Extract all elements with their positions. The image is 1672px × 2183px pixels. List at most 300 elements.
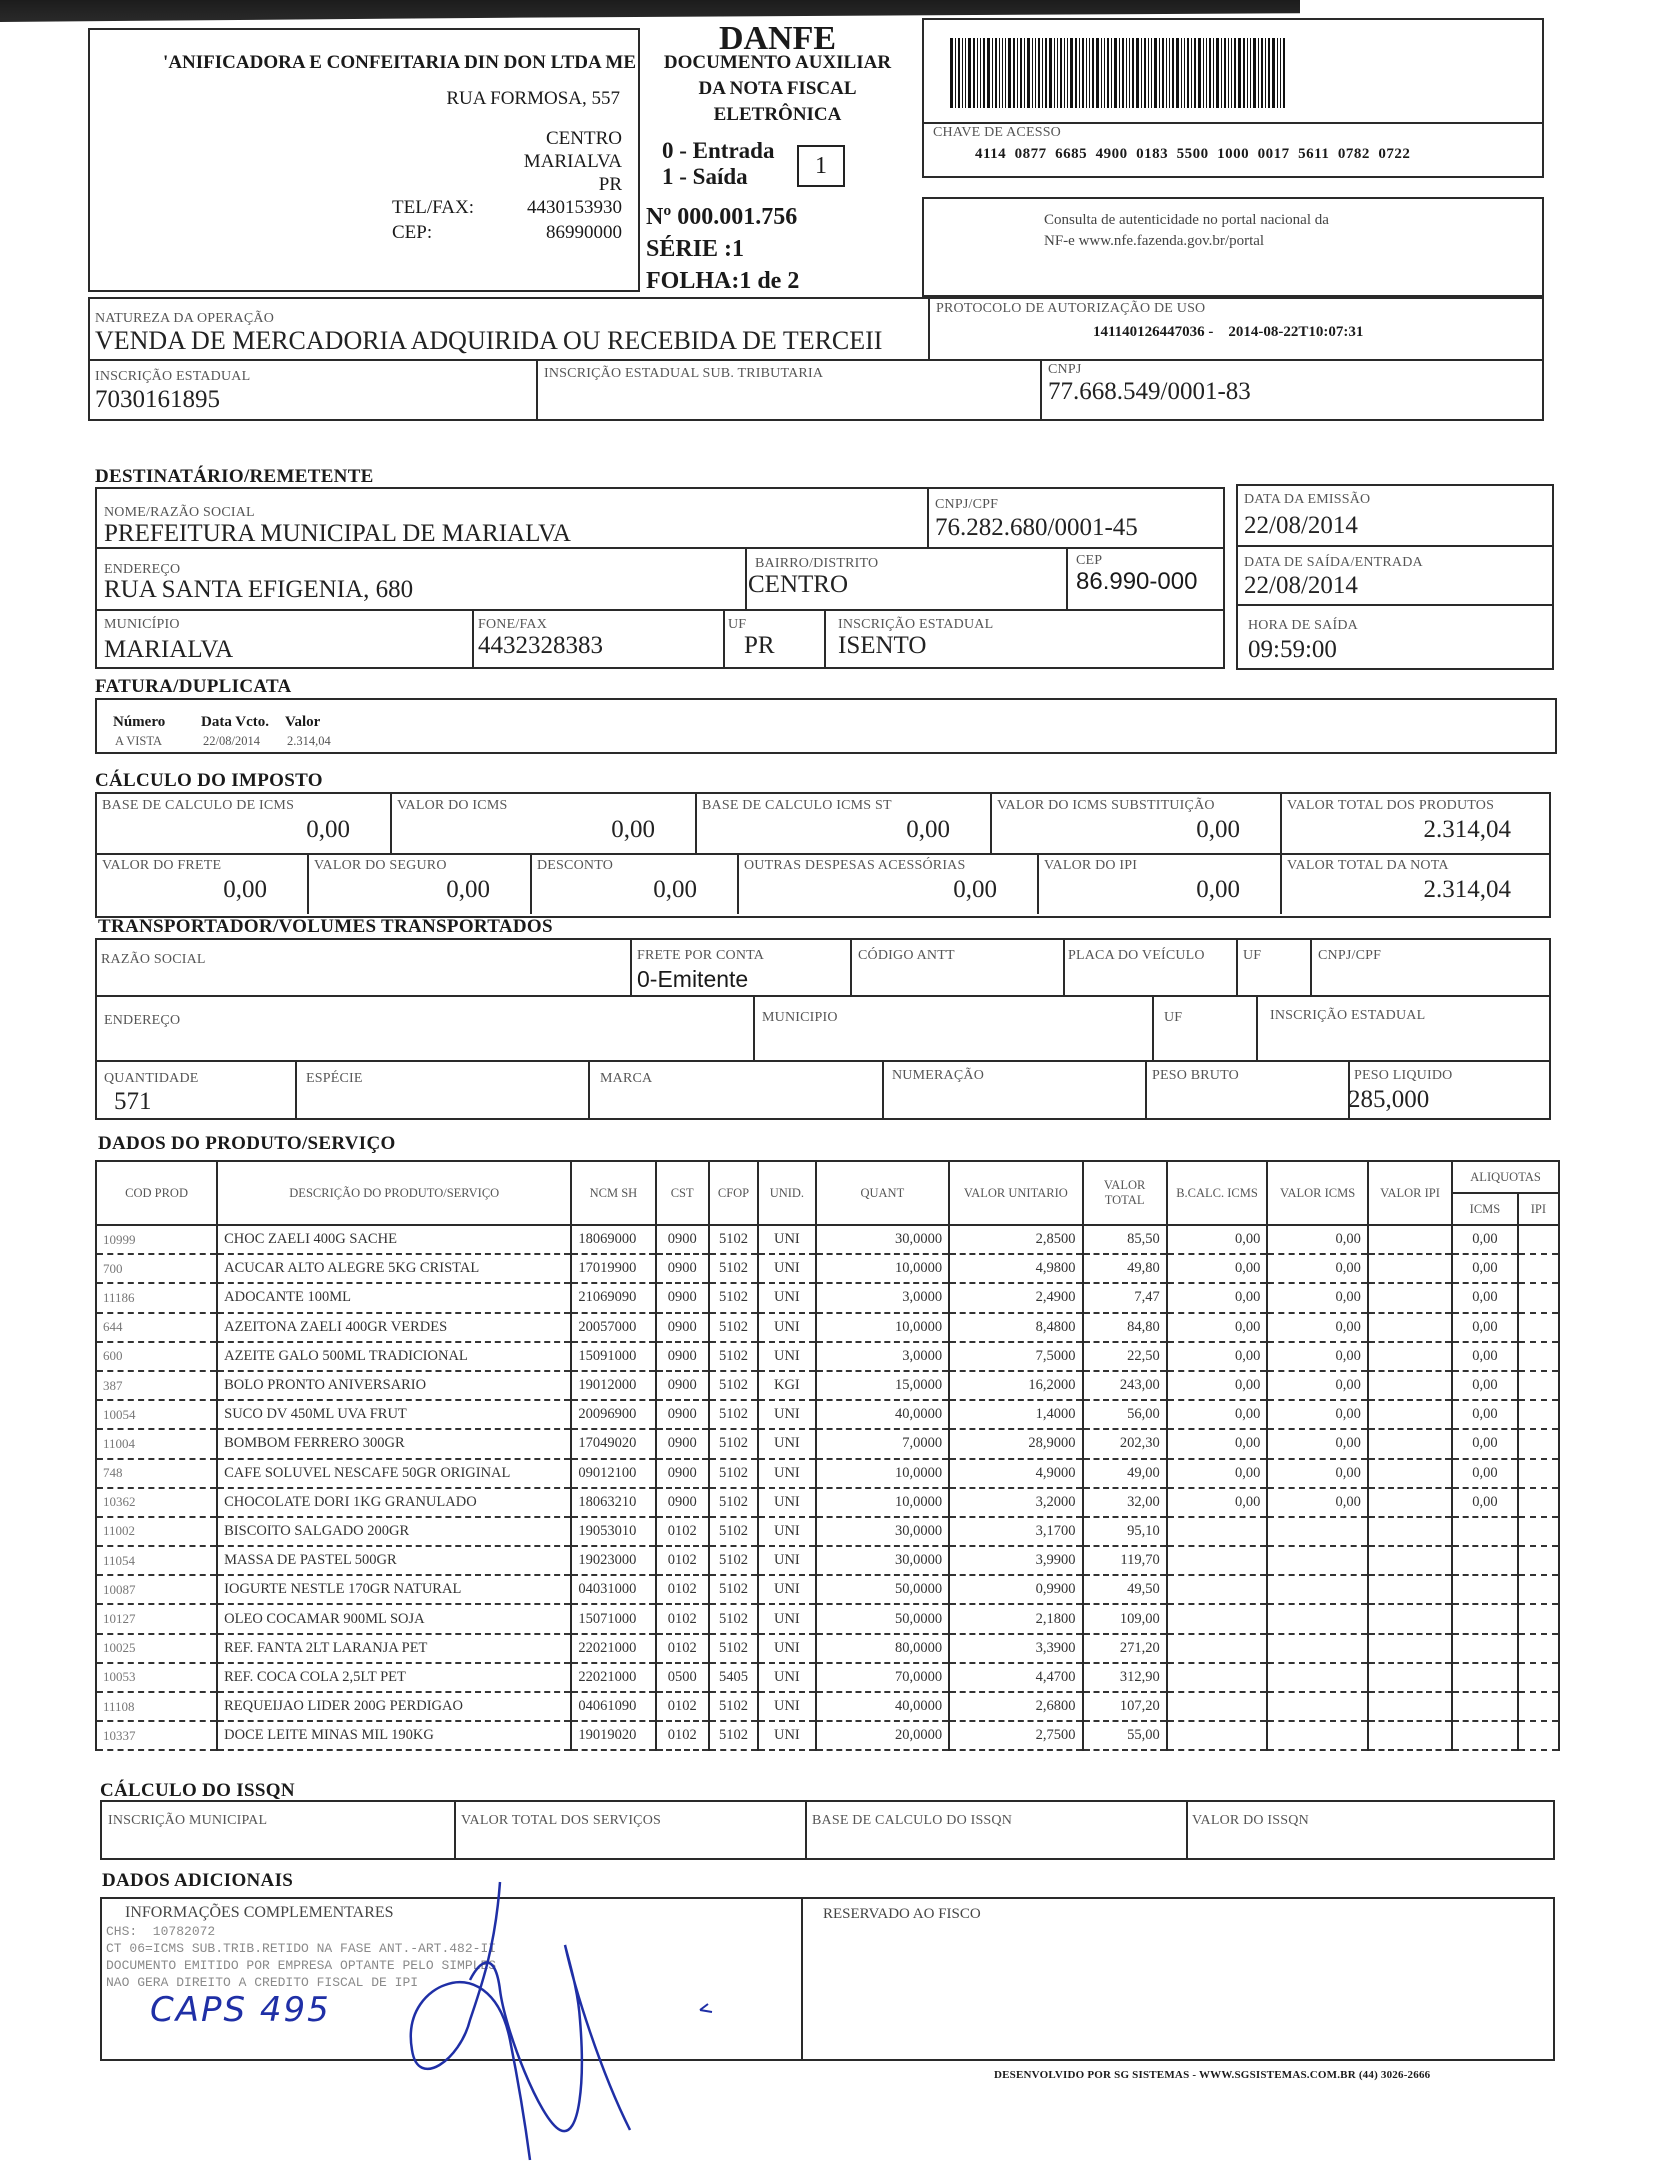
cell-aliq-ipi [1518, 1692, 1559, 1721]
cell-aliq-icms [1452, 1517, 1518, 1546]
col-aliq-icms: ICMS [1452, 1193, 1518, 1225]
cell-quant: 40,0000 [816, 1400, 949, 1429]
products-table [95, 1160, 1560, 1751]
cell-cfop: 5102 [709, 1517, 758, 1546]
transp-antt-label: CÓDIGO ANTT [858, 948, 955, 963]
divider [630, 938, 632, 995]
cell-aliq-icms [1452, 1546, 1518, 1575]
col-quant: QUANT [816, 1161, 949, 1225]
cell-vtotal: 32,00 [1083, 1488, 1167, 1517]
barcode-bar [1247, 38, 1248, 108]
cell-bcalc [1167, 1663, 1268, 1692]
cell-bcalc: 0,00 [1167, 1400, 1268, 1429]
cell-vunit: 3,9900 [949, 1546, 1082, 1575]
danfe-numero: Nº 000.001.756 [646, 204, 798, 230]
cell-aliq-icms: 0,00 [1452, 1254, 1518, 1283]
barcode-bar [1209, 38, 1211, 108]
cell-unid: KGI [758, 1371, 815, 1400]
barcode-bar [1191, 38, 1192, 108]
transp-marca-label: MARCA [600, 1071, 653, 1086]
barcode-bar [1206, 38, 1207, 108]
issqn-box [100, 1800, 1555, 1860]
cell-vunit: 1,4000 [949, 1400, 1082, 1429]
cell-cst: 0900 [656, 1488, 709, 1517]
cell-bcalc [1167, 1575, 1268, 1604]
barcode-bar [1027, 38, 1030, 108]
divider [95, 609, 1225, 611]
barcode-bar [1238, 38, 1241, 108]
divider [927, 487, 929, 547]
divider [95, 995, 1551, 997]
cell-vipi [1368, 1459, 1452, 1488]
col-bcalc: B.CALC. ICMS [1167, 1161, 1268, 1225]
barcode-bar [1082, 38, 1084, 108]
cell-vicms: 0,00 [1267, 1400, 1368, 1429]
dest-fone: 4432328383 [478, 632, 603, 659]
cell-cfop: 5102 [709, 1459, 758, 1488]
barcode [950, 38, 1515, 108]
divider [805, 1800, 807, 1860]
divider [850, 938, 852, 995]
fatura-title: FATURA/DUPLICATA [95, 676, 292, 697]
barcode-bar [1032, 38, 1033, 108]
cell-cod: 10127 [96, 1604, 217, 1633]
transp-frete: 0-Emitente [637, 966, 749, 992]
barcode-bar [1144, 38, 1146, 108]
divider [1152, 995, 1154, 1060]
cell-ncm: 18069000 [571, 1225, 655, 1254]
table-row [96, 1488, 1559, 1517]
cell-unid: UNI [758, 1400, 815, 1429]
transp-quantidade: 571 [114, 1088, 152, 1115]
barcode-bar [1250, 38, 1251, 108]
cell-vipi [1368, 1283, 1452, 1312]
cell-vicms [1267, 1663, 1368, 1692]
cell-desc: CAFE SOLUVEL NESCAFE 50GR ORIGINAL [217, 1459, 571, 1488]
barcode-bar [1107, 38, 1109, 108]
cell-bcalc: 0,00 [1167, 1254, 1268, 1283]
cell-desc: SUCO DV 450ML UVA FRUT [217, 1400, 571, 1429]
dest-cnpj: 76.282.680/0001-45 [935, 514, 1138, 541]
cell-unid: UNI [758, 1546, 815, 1575]
barcode-bar [995, 38, 997, 108]
cell-ncm: 17049020 [571, 1429, 655, 1458]
imposto-field-value: 2.314,04 [1423, 876, 1511, 903]
divider [1236, 604, 1554, 606]
cell-aliq-icms: 0,00 [1452, 1283, 1518, 1312]
cell-vtotal: 85,50 [1083, 1225, 1167, 1254]
cell-desc: CHOC ZAELI 400G SACHE [217, 1225, 571, 1254]
cell-unid: UNI [758, 1517, 815, 1546]
cell-vtotal: 243,00 [1083, 1371, 1167, 1400]
cell-cst: 0102 [656, 1575, 709, 1604]
cell-aliq-icms [1452, 1692, 1518, 1721]
cell-aliq-ipi [1518, 1283, 1559, 1312]
cell-vtotal: 49,50 [1083, 1575, 1167, 1604]
cell-vunit: 4,9800 [949, 1254, 1082, 1283]
barcode-bar [1005, 38, 1006, 108]
cell-ncm: 04061090 [571, 1692, 655, 1721]
cell-quant: 50,0000 [816, 1575, 949, 1604]
table-row [96, 1517, 1559, 1546]
cell-unid: UNI [758, 1283, 815, 1312]
barcode-bar [1148, 38, 1149, 108]
cell-vunit: 3,1700 [949, 1517, 1082, 1546]
divider [824, 609, 826, 669]
cell-vtotal: 95,10 [1083, 1517, 1167, 1546]
cell-vtotal: 119,70 [1083, 1546, 1167, 1575]
barcode-bar [1224, 38, 1226, 108]
transp-uf2-label: UF [1164, 1010, 1183, 1025]
produtos-title: DADOS DO PRODUTO/SERVIÇO [98, 1133, 396, 1154]
cell-unid: UNI [758, 1604, 815, 1633]
natureza-label: NATUREZA DA OPERAÇÃO [95, 311, 275, 326]
cell-quant: 80,0000 [816, 1634, 949, 1663]
cell-cod: 11186 [96, 1283, 217, 1312]
divider [1310, 938, 1312, 995]
cell-aliq-icms: 0,00 [1452, 1225, 1518, 1254]
dest-cnpj-label: CNPJ/CPF [935, 497, 999, 512]
table-row [96, 1429, 1559, 1458]
cell-ncm: 19019020 [571, 1721, 655, 1750]
table-row [96, 1663, 1559, 1692]
barcode-bar [1067, 38, 1068, 108]
dest-municipio-label: MUNICÍPIO [104, 617, 180, 632]
cell-vtotal: 107,20 [1083, 1692, 1167, 1721]
cell-vtotal: 56,00 [1083, 1400, 1167, 1429]
cell-vicms: 0,00 [1267, 1254, 1368, 1283]
barcode-bar [1221, 38, 1222, 108]
cell-vtotal: 84,80 [1083, 1313, 1167, 1342]
transp-municipio-label: MUNICIPIO [762, 1010, 838, 1025]
barcode-bar [1258, 38, 1259, 108]
cell-vtotal: 7,47 [1083, 1283, 1167, 1312]
cell-aliq-icms [1452, 1575, 1518, 1604]
cell-aliq-ipi [1518, 1604, 1559, 1633]
barcode-bar [1216, 38, 1219, 108]
barcode-bar [1132, 38, 1134, 108]
divider [922, 122, 1544, 124]
transp-peso-liquido: 285,000 [1348, 1086, 1430, 1113]
transp-razao-label: RAZÃO SOCIAL [101, 952, 206, 967]
cell-bcalc: 0,00 [1167, 1429, 1268, 1458]
cell-desc: ACUCAR ALTO ALEGRE 5KG CRISTAL [217, 1254, 571, 1283]
natureza-value: VENDA DE MERCADORIA ADQUIRIDA OU RECEBIDA DE TERCEII [95, 326, 883, 355]
transp-frete-label: FRETE POR CONTA [637, 948, 765, 963]
protocolo-value: 141140126447036 - 2014-08-22T10:07:31 [1093, 324, 1364, 340]
barcode-bar [1089, 38, 1090, 108]
imposto-field-label: BASE DE CALCULO DE ICMS [102, 798, 295, 813]
cell-desc: DOCE LEITE MINAS MIL 190KG [217, 1721, 571, 1750]
cell-vicms [1267, 1517, 1368, 1546]
table-row [96, 1371, 1559, 1400]
consulta-line-2: NF-e www.nfe.fazenda.gov.br/portal [1044, 233, 1265, 249]
info-line-1: CHS: 10782072 [106, 1924, 216, 1939]
cell-vtotal: 49,80 [1083, 1254, 1167, 1283]
cell-ncm: 19023000 [571, 1546, 655, 1575]
divider [882, 1060, 884, 1120]
cell-desc: REF. FANTA 2LT LARANJA PET [217, 1634, 571, 1663]
cell-aliq-icms [1452, 1604, 1518, 1633]
cell-cfop: 5102 [709, 1254, 758, 1283]
cell-cod: 10053 [96, 1663, 217, 1692]
fatura-vcto: 22/08/2014 [203, 734, 260, 748]
divider [1145, 1060, 1147, 1120]
barcode-bar [1079, 38, 1080, 108]
emitente-tel: 4430153930 [527, 197, 622, 218]
table-row [96, 1225, 1559, 1254]
cell-desc: REF. COCA COLA 2,5LT PET [217, 1663, 571, 1692]
danfe-subtitle-3: ELETRÔNICA [713, 104, 842, 125]
cell-vicms: 0,00 [1267, 1488, 1368, 1517]
table-row [96, 1342, 1559, 1371]
cell-cst: 0900 [656, 1429, 709, 1458]
barcode-bar [962, 38, 963, 108]
dest-municipio: MARIALVA [104, 636, 234, 663]
emitente-city: MARIALVA [523, 151, 622, 172]
table-row [96, 1546, 1559, 1575]
fatura-header-vcto: Data Vcto. [201, 714, 270, 730]
cell-quant: 10,0000 [816, 1488, 949, 1517]
divider [295, 1060, 297, 1120]
barcode-bar [1038, 38, 1040, 108]
protocolo-label: PROTOCOLO DE AUTORIZAÇÃO DE USO [936, 301, 1206, 316]
barcode-bar [1111, 38, 1112, 108]
issqn-inscricao-label: INSCRIÇÃO MUNICIPAL [108, 1813, 268, 1828]
consulta-line-1: Consulta de autenticidade no portal nacional da [1044, 212, 1329, 228]
cell-ncm: 19053010 [571, 1517, 655, 1546]
cell-vipi [1368, 1254, 1452, 1283]
cell-cfop: 5102 [709, 1371, 758, 1400]
cell-vunit: 3,3900 [949, 1634, 1082, 1663]
cell-vipi [1368, 1721, 1452, 1750]
cell-cfop: 5102 [709, 1721, 758, 1750]
cell-unid: UNI [758, 1342, 815, 1371]
issqn-base-label: BASE DE CALCULO DO ISSQN [812, 1813, 1013, 1828]
transp-peso-bruto-label: PESO BRUTO [1152, 1068, 1239, 1083]
cell-ncm: 22021000 [571, 1663, 655, 1692]
cell-desc: MASSA DE PASTEL 500GR [217, 1546, 571, 1575]
barcode-bar [1141, 38, 1142, 108]
cell-vtotal: 202,30 [1083, 1429, 1167, 1458]
cell-quant: 30,0000 [816, 1517, 949, 1546]
emitente-tel-label: TEL/FAX: [392, 197, 474, 218]
cell-aliq-icms: 0,00 [1452, 1429, 1518, 1458]
cell-unid: UNI [758, 1575, 815, 1604]
cell-unid: UNI [758, 1488, 815, 1517]
barcode-bar [1231, 38, 1232, 108]
chave-label: CHAVE DE ACESSO [933, 125, 1061, 140]
cell-vipi [1368, 1546, 1452, 1575]
imposto-field-label: VALOR TOTAL DOS PRODUTOS [1287, 798, 1495, 813]
cell-unid: UNI [758, 1225, 815, 1254]
imposto-field-value: 0,00 [906, 816, 950, 843]
cell-bcalc [1167, 1692, 1268, 1721]
cell-cfop: 5102 [709, 1313, 758, 1342]
barcode-bar [1101, 38, 1102, 108]
cell-vipi [1368, 1663, 1452, 1692]
cell-cst: 0102 [656, 1721, 709, 1750]
imposto-field-value: 0,00 [306, 816, 350, 843]
col-aliq-ipi: IPI [1518, 1193, 1559, 1225]
cell-aliq-ipi [1518, 1488, 1559, 1517]
divider [95, 853, 1551, 855]
cell-vtotal: 49,00 [1083, 1459, 1167, 1488]
cell-cod: 10087 [96, 1575, 217, 1604]
destinatario-title: DESTINATÁRIO/REMETENTE [95, 466, 374, 487]
cell-cod: 10362 [96, 1488, 217, 1517]
cell-desc: CHOCOLATE DORI 1KG GRANULADO [217, 1488, 571, 1517]
col-vicms: VALOR ICMS [1267, 1161, 1368, 1225]
barcode-bar [1181, 38, 1182, 108]
barcode-bar [1054, 38, 1055, 108]
barcode-bar [1166, 38, 1167, 108]
col-vunit: VALOR UNITARIO [949, 1161, 1082, 1225]
cell-ncm: 04031000 [571, 1575, 655, 1604]
imposto-field-value: 0,00 [1196, 876, 1240, 903]
cell-aliq-ipi [1518, 1459, 1559, 1488]
barcode-bar [980, 38, 981, 108]
cell-vunit: 2,4900 [949, 1283, 1082, 1312]
barcode-bar [958, 38, 960, 108]
cell-vtotal: 312,90 [1083, 1663, 1167, 1692]
danfe-tipo-box: 1 [797, 145, 845, 187]
barcode-bar [987, 38, 990, 108]
cell-aliq-ipi [1518, 1225, 1559, 1254]
barcode-bar [1075, 38, 1077, 108]
cell-cod: 644 [96, 1313, 217, 1342]
cell-ncm: 22021000 [571, 1634, 655, 1663]
cell-cod: 600 [96, 1342, 217, 1371]
cell-quant: 3,0000 [816, 1283, 949, 1312]
danfe-entrada: 0 - Entrada [662, 138, 775, 163]
barcode-bar [1261, 38, 1263, 108]
cell-bcalc: 0,00 [1167, 1225, 1268, 1254]
cell-desc: OLEO COCAMAR 900ML SOJA [217, 1604, 571, 1633]
imposto-field-value: 0,00 [611, 816, 655, 843]
col-vtotal: VALOR TOTAL [1083, 1161, 1167, 1225]
cell-ncm: 17019900 [571, 1254, 655, 1283]
cell-ncm: 21069090 [571, 1283, 655, 1312]
transp-peso-liquido-label: PESO LIQUIDO [1354, 1068, 1453, 1083]
divider [536, 359, 538, 421]
cell-vicms: 0,00 [1267, 1283, 1368, 1312]
cell-cst: 0900 [656, 1371, 709, 1400]
cell-vunit: 2,6800 [949, 1692, 1082, 1721]
cell-cfop: 5405 [709, 1663, 758, 1692]
cell-cfop: 5102 [709, 1546, 758, 1575]
barcode-bar [1151, 38, 1152, 108]
fisco-label: RESERVADO AO FISCO [823, 1906, 981, 1922]
cell-unid: UNI [758, 1254, 815, 1283]
cell-cfop: 5102 [709, 1692, 758, 1721]
cell-unid: UNI [758, 1429, 815, 1458]
barcode-bar [1253, 38, 1256, 108]
cell-vtotal: 109,00 [1083, 1604, 1167, 1633]
cell-aliq-icms: 0,00 [1452, 1313, 1518, 1342]
cell-cfop: 5102 [709, 1429, 758, 1458]
cnpj-value: 77.668.549/0001-83 [1048, 378, 1251, 405]
col-aliquotas: ALIQUOTAS [1452, 1161, 1559, 1193]
transp-endereco-label: ENDEREÇO [104, 1013, 181, 1028]
cell-quant: 7,0000 [816, 1429, 949, 1458]
cell-cst: 0900 [656, 1342, 709, 1371]
barcode-bar [1162, 38, 1164, 108]
divider [928, 297, 930, 359]
barcode-bar [1020, 38, 1022, 108]
barcode-bar [973, 38, 975, 108]
cell-unid: UNI [758, 1313, 815, 1342]
cell-ncm: 20096900 [571, 1400, 655, 1429]
cell-vunit: 8,4800 [949, 1313, 1082, 1342]
cell-vipi [1368, 1371, 1452, 1400]
imposto-field-label: VALOR DO ICMS SUBSTITUIÇÃO [997, 798, 1215, 813]
emitente-name: 'ANIFICADORA E CONFEITARIA DIN DON LTDA ME [163, 52, 636, 73]
cell-vipi [1368, 1692, 1452, 1721]
barcode-bar [1119, 38, 1120, 108]
cell-bcalc: 0,00 [1167, 1342, 1268, 1371]
dest-saida-label: DATA DE SAÍDA/ENTRADA [1244, 555, 1423, 570]
barcode-bar [1049, 38, 1052, 108]
table-row [96, 1313, 1559, 1342]
cell-vipi [1368, 1634, 1452, 1663]
barcode-bar [1057, 38, 1058, 108]
barcode-bar [965, 38, 966, 108]
cell-vipi [1368, 1604, 1452, 1633]
dest-endereco: RUA SANTA EFIGENIA, 680 [104, 576, 414, 603]
cell-aliq-ipi [1518, 1721, 1559, 1750]
barcode-bar [1187, 38, 1189, 108]
cell-cod: 387 [96, 1371, 217, 1400]
imposto-field-label: VALOR DO ICMS [397, 798, 508, 813]
divider [1186, 1800, 1188, 1860]
barcode-bar [1086, 38, 1087, 108]
barcode-bar [1070, 38, 1073, 108]
danfe-subtitle-2: DA NOTA FISCAL [698, 78, 857, 99]
dest-saida: 22/08/2014 [1244, 572, 1358, 599]
cell-vicms: 0,00 [1267, 1371, 1368, 1400]
divider [588, 1060, 590, 1120]
divider [88, 359, 1544, 361]
emitente-cep-label: CEP: [392, 222, 433, 243]
cell-cfop: 5102 [709, 1342, 758, 1371]
cell-vunit: 2,1800 [949, 1604, 1082, 1633]
cell-aliq-ipi [1518, 1634, 1559, 1663]
dest-ie: ISENTO [838, 632, 927, 659]
cell-cfop: 5102 [709, 1283, 758, 1312]
divider [472, 609, 474, 669]
barcode-bar [977, 38, 978, 108]
imposto-field-label: VALOR DO FRETE [102, 858, 222, 873]
handwritten-note: CAPS 495 [150, 1990, 331, 2030]
imposto-field-value: 0,00 [446, 876, 490, 903]
barcode-bar [1154, 38, 1157, 108]
cell-desc: ADOCANTE 100ML [217, 1283, 571, 1312]
barcode-bar [1129, 38, 1130, 108]
issqn-valor-label: VALOR DO ISSQN [1192, 1813, 1309, 1828]
cell-bcalc [1167, 1517, 1268, 1546]
dest-bairro: CENTRO [748, 571, 848, 598]
cell-cst: 0900 [656, 1459, 709, 1488]
divider [95, 1060, 1551, 1062]
cell-desc: IOGURTE NESTLE 170GR NATURAL [217, 1575, 571, 1604]
transp-uf-label: UF [1243, 948, 1262, 963]
transporte-title: TRANSPORTADOR/VOLUMES TRANSPORTADOS [98, 916, 553, 937]
transp-ie-label: INSCRIÇÃO ESTADUAL [1270, 1008, 1426, 1023]
divider [454, 1800, 456, 1860]
table-row [96, 1604, 1559, 1633]
cell-vipi [1368, 1575, 1452, 1604]
